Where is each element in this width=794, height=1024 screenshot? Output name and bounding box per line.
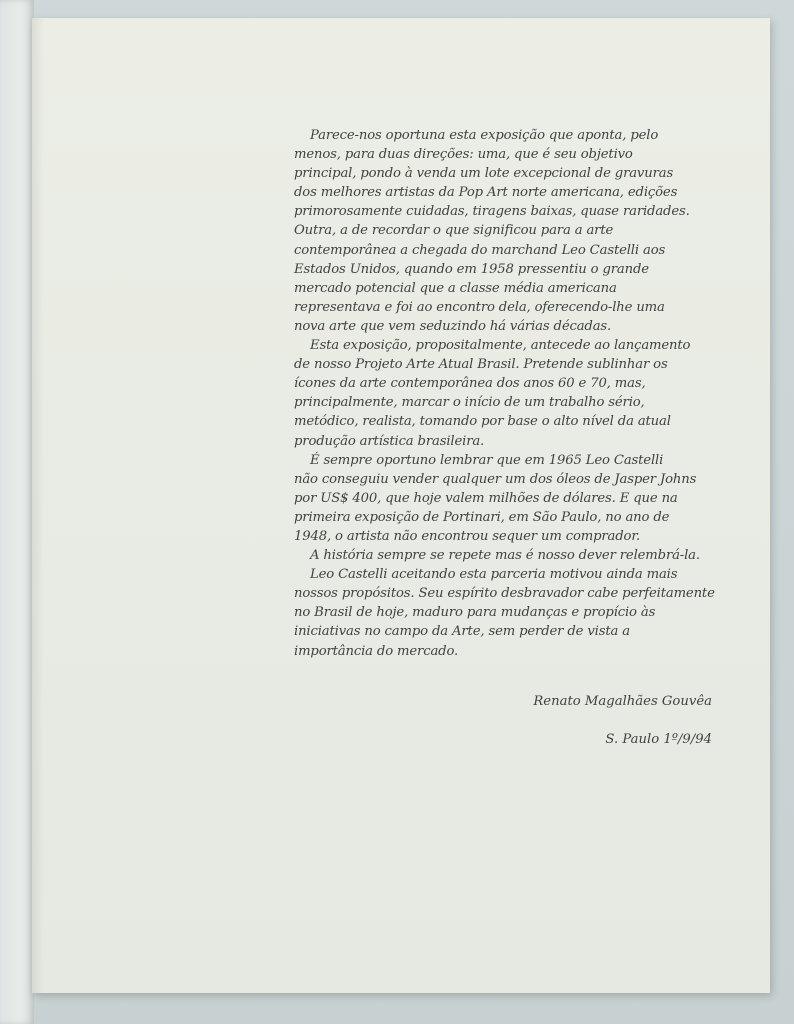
text-line: Estados Unidos, quando em 1958 pressentiu o grande: [294, 261, 649, 277]
text-line: menos, para duas direções: uma, que é seu objetivo: [294, 147, 633, 163]
page-fold-shadow: [32, 18, 44, 993]
text-line: de nosso Projeto Arte Atual Brasil. Pretende sublinhar os: [294, 357, 668, 373]
text-line: importância do mercado.: [294, 643, 459, 659]
signature-place-date: S. Paulo 1º/9/94: [605, 732, 712, 747]
paragraph-1: [294, 126, 690, 336]
text-line: representava e foi ao encontro dela, oferecendo-lhe uma: [294, 299, 665, 315]
text-line: mercado potencial que a classe média americana: [294, 280, 617, 296]
text-line: Esta exposição, propositalmente, antecede ao lançamento: [310, 338, 691, 354]
text-line: principal, pondo à venda um lote excepcional de gravuras: [294, 166, 674, 182]
text-line: não conseguiu vender qualquer um dos óleos de Jasper Johns: [294, 471, 697, 487]
paragraph-5: [294, 565, 715, 660]
text-line: Outra, a de recordar o que significou para a arte: [294, 223, 614, 239]
left-page-edge: [0, 0, 34, 1024]
text-line: iniciativas no campo da Arte, sem perder de vista a: [294, 624, 630, 640]
text-line: principalmente, marcar o início de um trabalho sério,: [294, 395, 645, 411]
text-line: no Brasil de hoje, maduro para mudanças e propício às: [294, 605, 656, 621]
text-line: primorosamente cuidadas, tiragens baixas, quase raridades.: [294, 204, 690, 220]
text-line: produção artística brasileira.: [294, 433, 485, 449]
paragraph-3: [294, 451, 697, 546]
text-line: ícones da arte contemporânea dos anos 60 e 70, mas,: [294, 376, 646, 392]
text-line: metódico, realista, tomando por base o alto nível da atual: [294, 414, 671, 430]
signature-name: Renato Magalhães Gouvêa: [533, 694, 712, 709]
text-line: dos melhores artistas da Pop Art norte americana, edições: [294, 185, 678, 201]
body-text: [294, 126, 715, 661]
text-line: nova arte que vem seduzindo há várias décadas.: [294, 318, 612, 334]
text-line: primeira exposição de Portinari, em São Paulo, no ano de: [294, 509, 670, 525]
text-line: Leo Castelli aceitando esta parceria motivou ainda mais: [310, 567, 678, 583]
text-line: É sempre oportuno lembrar que em 1965 Leo Castelli: [310, 452, 664, 468]
text-line: 1948, o artista não encontrou sequer um comprador.: [294, 528, 641, 544]
text-line: A história sempre se repete mas é nosso dever relembrá-la.: [310, 548, 700, 564]
text-line: por US$ 400, que hoje valem milhões de dólares. E que na: [294, 490, 678, 506]
text-line: Parece-nos oportuna esta exposição que aponta, pelo: [310, 128, 659, 143]
text-line: contemporânea a chegada do marchand Leo Castelli aos: [294, 242, 666, 258]
paragraph-2: [294, 336, 691, 451]
text-line: nossos propósitos. Seu espírito desbravador cabe perfeitamente: [294, 586, 715, 602]
paragraph-4: [294, 546, 700, 565]
